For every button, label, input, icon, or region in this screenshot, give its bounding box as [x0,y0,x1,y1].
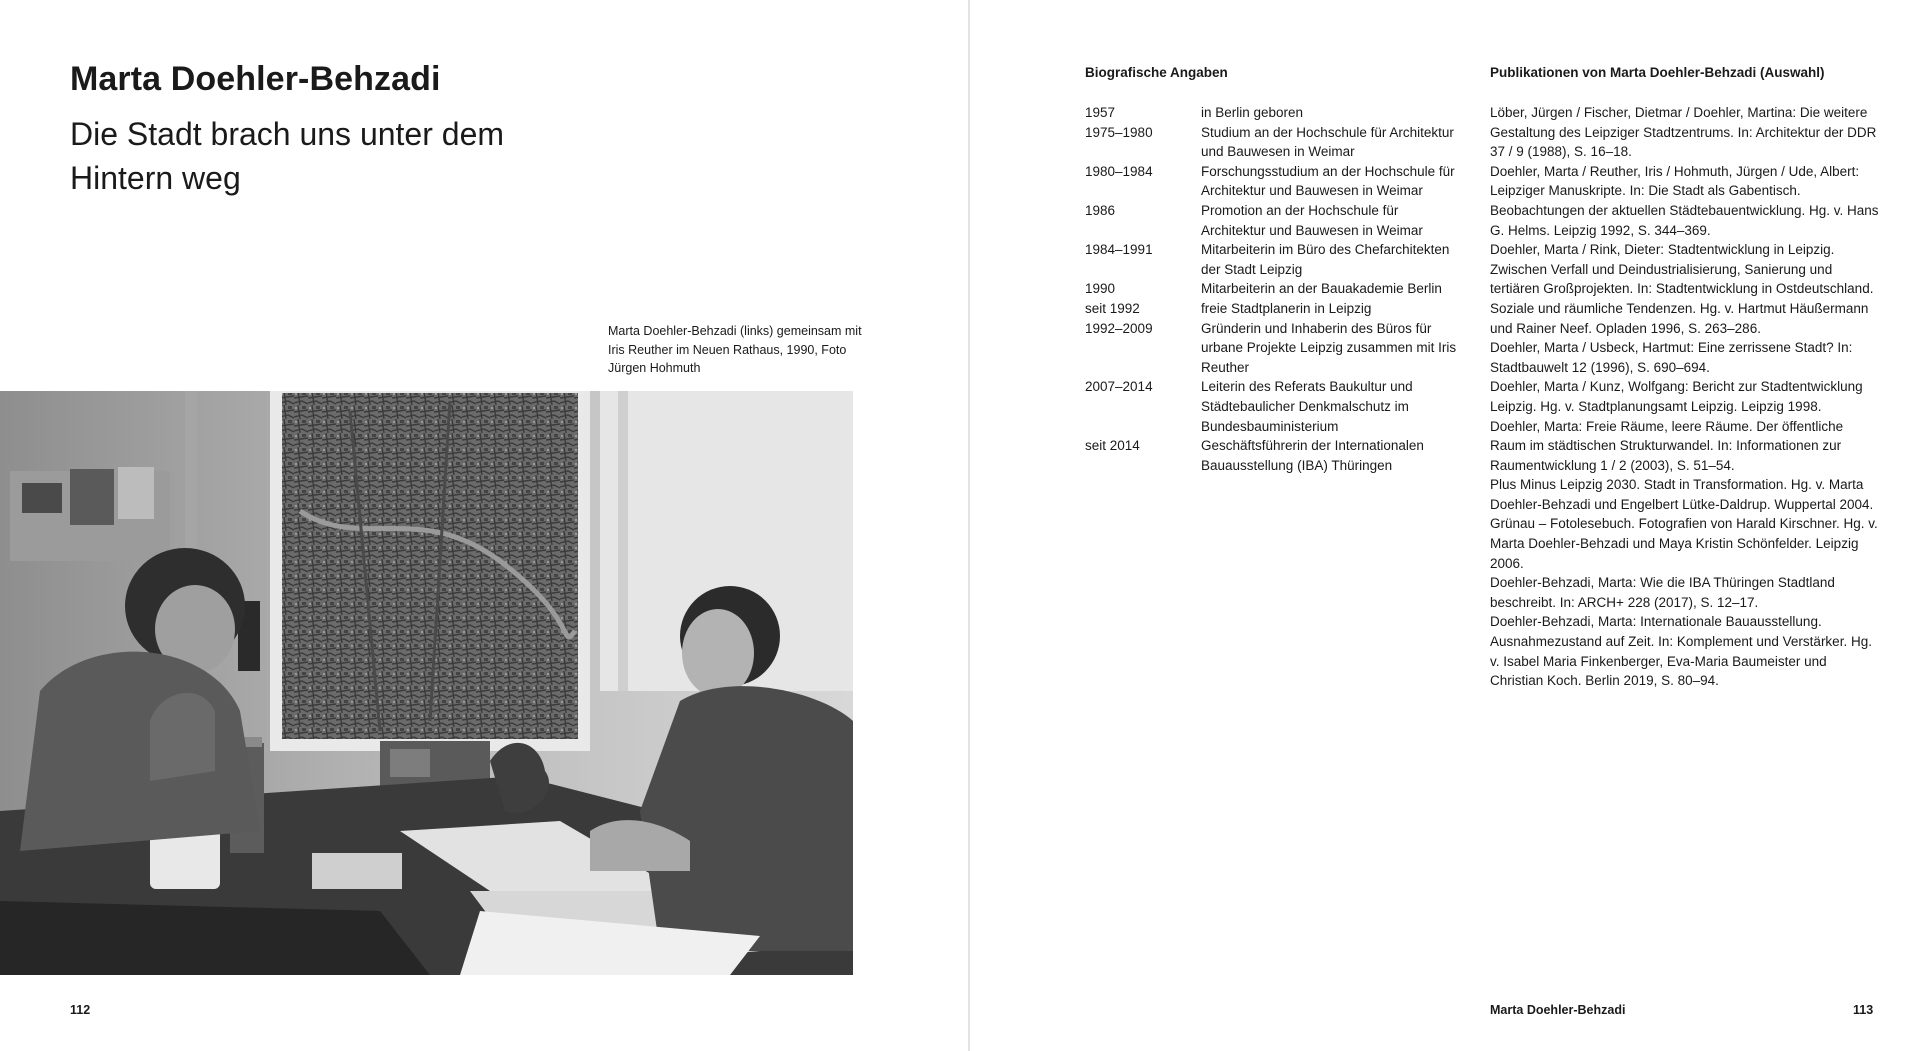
bio-year: 1984–1991 [1085,242,1153,258]
bio-row [1085,123,1465,162]
bio-year: 1957 [1085,105,1116,120]
page-subtitle: Die Stadt brach uns unter dem Hintern weg [70,116,505,196]
page-title: Marta Doehler-Behzadi [70,60,441,98]
publication-entry: Löber, Jürgen / Fischer, Dietmar / Doehler, Martina: Die weitere Gestaltung des Leipziger Stadtzentrums. In: Architektur der DDR 37 / 9 (1988), S. 16–18. [1490,105,1877,160]
bio-year: seit 2014 [1085,438,1140,454]
bio-text: Geschäftsführerin der Internationalen Bauausstellung (IBA) Thüringen [1201,438,1424,473]
bio-row [1085,299,1465,319]
bio-table [1085,103,1465,475]
bio-text: Studium an der Hochschule für Architektur und Bauwesen in Weimar [1201,124,1454,160]
publication-entry: Doehler, Marta: Freie Räume, leere Räume. Der öffentliche Raum im städtischen Strukturwandel. In: Informationen zur Raumentwicklung 1 / 2 (2003), S. 51–54. [1490,418,1844,473]
bio-row [1085,377,1465,436]
bio-heading: Biografische Angaben [1085,65,1228,80]
bio-row [1085,103,1465,123]
publication-entry: Doehler-Behzadi, Marta: Internationale Bauausstellung. Ausnahmezustand auf Zeit. In: Komplement und Verstärker. Hg. v. Isabel Maria Finkenberger, Eva-Maria Baumeister und Christian Koch. Berlin 2019, S. 80–94. [1490,614,1872,689]
bio-text: in Berlin geboren [1201,105,1304,120]
publication-entry: Grünau – Fotolesebuch. Fotografien von Harald Kirschner. Hg. v. Marta Doehler-Behzadi und Maya Kristin Schönfelder. Leipzig 2006. [1490,516,1878,571]
bio-row [1085,201,1465,240]
running-footer-name: Marta Doehler-Behzadi [1490,1003,1626,1017]
bio-year: 1986 [1085,202,1116,218]
publication-entry: Plus Minus Leipzig 2030. Stadt in Transformation. Hg. v. Marta Doehler-Behzadi und Engelbert Lütke-Daldrup. Wuppertal 2004. [1490,477,1874,512]
bio-year: 2007–2014 [1085,379,1153,395]
publication-entry: Doehler, Marta / Reuther, Iris / Hohmuth, Jürgen / Ude, Albert: Leipziger Manuskripte. In: Die Stadt als Gabentisch. Beobachtungen der aktuellen Städtebauentwicklung. Hg. v. Hans G. Helms. Leipzig 1992, S. 344–369. [1490,163,1879,238]
bio-row [1085,162,1465,201]
bio-row [1085,240,1465,279]
bio-year: seit 1992 [1085,300,1140,316]
bio-text: Promotion an der Hochschule für Architektur und Bauwesen in Weimar [1201,202,1423,238]
bio-year: 1975–1980 [1085,124,1153,140]
publications-list [1490,103,1880,691]
publication-entry: Doehler-Behzadi, Marta: Wie die IBA Thüringen Stadtland beschreibt. In: ARCH+ 228 (2017), S. 12–17. [1490,575,1835,610]
photo-illustration [0,391,853,975]
publication-entry: Doehler, Marta / Rink, Dieter: Stadtentwicklung in Leipzig. Zwischen Verfall und Deindustrialisierung, Sanierung und tertiären Großprojekten. In: Stadtentwicklung in Ostdeutschland. Soziale und räumliche Tendenzen. Hg. v. Hartmut Häußermann und Rainer Neef. Opladen 1996, S. 263–286. [1490,242,1874,336]
bio-year: 1980–1984 [1085,163,1153,179]
page-number-right: 113 [1853,1003,1874,1017]
archival-photo [0,391,853,975]
page-number-left: 112 [70,1003,91,1017]
bio-text: Mitarbeiterin an der Bauakademie Berlin [1201,281,1442,297]
bio-text: Gründerin und Inhaberin des Büros für urbane Projekte Leipzig zusammen mit Iris Reuther [1201,320,1457,375]
bio-row [1085,279,1465,299]
bio-text: freie Stadtplanerin in Leipzig [1201,300,1372,316]
photo-caption: Marta Doehler-Behzadi (links) gemeinsam mit Iris Reuther im Neuen Rathaus, 1990, Foto Jürgen Hohmuth [608,324,862,375]
publication-entry: Doehler, Marta / Usbeck, Hartmut: Eine zerrissene Stadt? In: Stadtbauwelt 12 (1996), S. 690–694. [1490,340,1853,375]
bio-year: 1992–2009 [1085,320,1153,336]
bio-row [1085,319,1465,378]
publications-heading: Publikationen von Marta Doehler-Behzadi (Auswahl) [1490,65,1825,80]
bio-row [1085,436,1465,475]
bio-year: 1990 [1085,281,1116,297]
bio-text: Leiterin des Referats Baukultur und Städtebaulicher Denkmalschutz im Bundesbauministerium [1201,379,1413,434]
bio-text: Mitarbeiterin im Büro des Chefarchitekten der Stadt Leipzig [1201,242,1450,277]
publication-entry: Doehler, Marta / Kunz, Wolfgang: Bericht zur Stadtentwicklung Leipzig. Hg. v. Stadtplanungsamt Leipzig. Leipzig 1998. [1490,379,1863,414]
bio-text: Forschungsstudium an der Hochschule für Architektur und Bauwesen in Weimar [1201,163,1455,199]
